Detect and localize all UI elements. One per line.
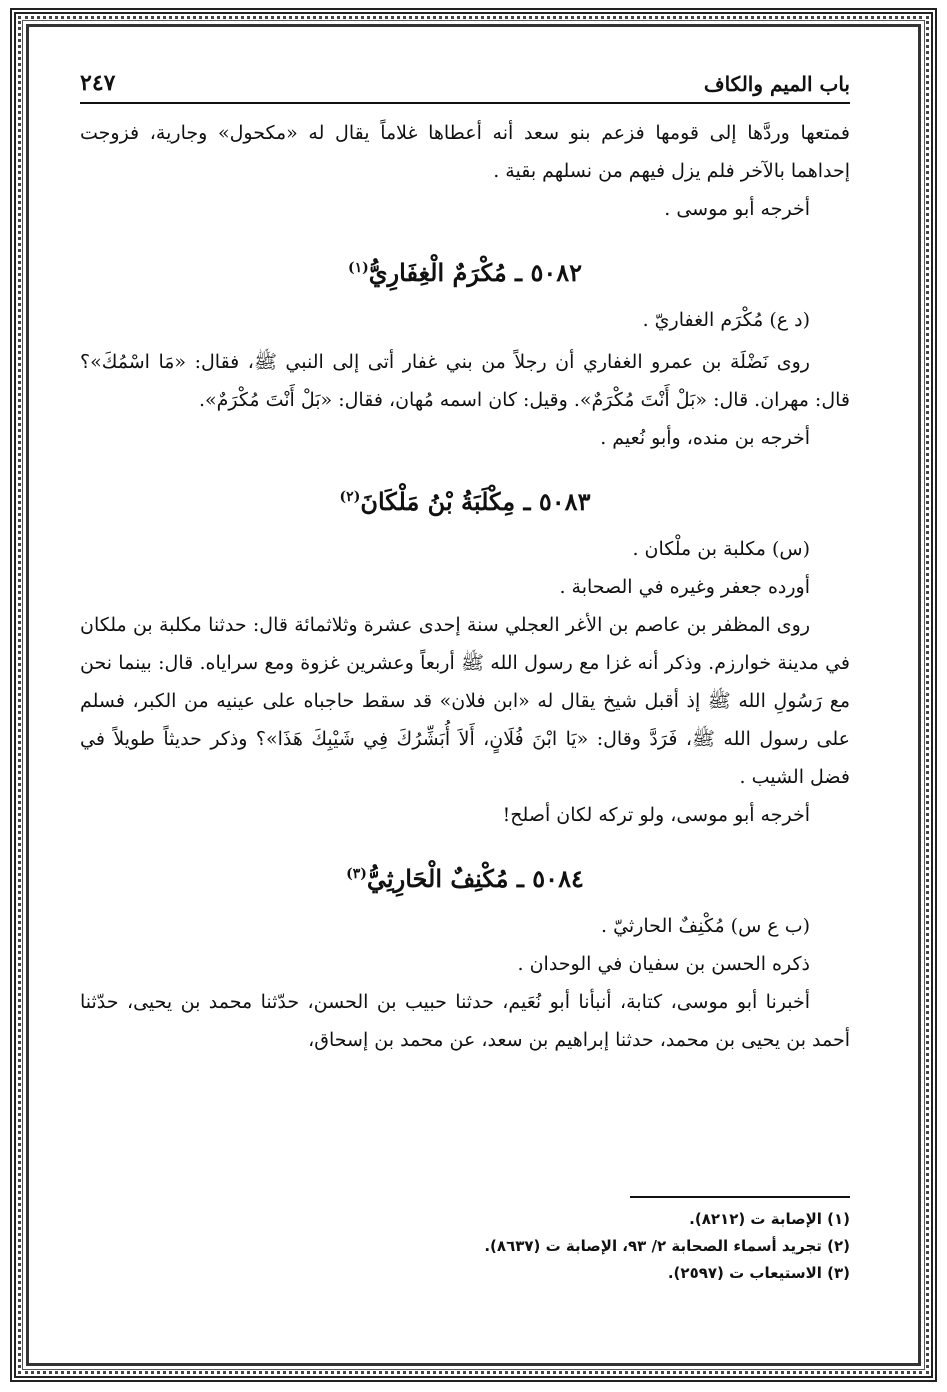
page-number: ٢٤٧ <box>80 70 116 96</box>
entry-title-text: ٥٠٨٣ ـ مِكْلَبَةُ بْنُ مَلْكَانَ <box>360 487 591 516</box>
entry-title <box>80 854 850 899</box>
entry-title <box>80 248 850 293</box>
footnote-ref: (٣) <box>346 866 367 882</box>
running-header <box>80 62 850 104</box>
intro-paragraph: فمتعها وردَّها إلى قومها فزعم بنو سعد أنه أعطاها غلاماً يقال له «مكحول» وجارية، فزوجت إحداهما بالآخر فلم يزل فيهم من نسلهم بقية . <box>80 122 850 182</box>
entry-body: أخبرنا أبو موسى، كتابة، أنبأنا أبو نُعَيم، حدثنا حبيب بن الحسن، حدّثنا محمد بن يحيى، حدّثنا أحمد بن يحيى بن محمد، حدثنا إبراهيم بن سعد، عن محمد بن إسحاق، <box>80 991 850 1051</box>
intro-source: أخرجه أبو موسى . <box>664 198 810 220</box>
entry-code: (د ع) مُكْرَم الغفاريّ . <box>642 309 810 331</box>
footnote-ref: (٢) <box>339 489 361 505</box>
footnote: (٣) الاستيعاب ت (٢٥٩٧). <box>667 1264 850 1282</box>
entry-code: (ب ع س) مُكْنِفٌ الحارثيّ . <box>601 915 810 937</box>
entry-title <box>80 477 850 522</box>
entry-extra: أورده جعفر وغيره في الصحابة . <box>559 576 810 598</box>
entry-body: روى نَضْلَة بن عمرو الغفاري أن رجلاً من بني غفار أتى إلى النبي ﷺ، فقال: «مَا اسْمُكَ»؟ قال: مهران. قال: «بَلْ أَنْتَ مُكْرَمٌ». وقيل: كان اسمه مُهان، فقال: «بَلْ أَنْتَ مُكْرَمٌ». <box>80 351 850 411</box>
entry-extra: ذكره الحسن بن سفيان في الوحدان . <box>517 953 810 975</box>
entry-source: أخرجه بن منده، وأبو نُعيم . <box>600 427 810 449</box>
entry-title-text: ٥٠٨٤ ـ مُكْنِفٌ الْحَارِثِيُّ <box>366 864 584 893</box>
entry-source: أخرجه أبو موسى، ولو تركه لكان أصلح! <box>502 804 810 826</box>
footnote-rule <box>630 1196 850 1198</box>
footnote-ref: (١) <box>347 260 369 276</box>
page-content <box>80 62 850 1059</box>
footnotes <box>80 1196 850 1287</box>
footnote: (١) الإصابة ت (٨٢١٢). <box>689 1210 850 1228</box>
footnote: (٢) تجريد أسماء الصحابة ٢/ ٩٣، الإصابة ت (٨٦٣٧). <box>484 1237 850 1255</box>
entry-body: روى المظفر بن عاصم بن الأغر العجلي سنة إحدى عشرة وثلاثمائة قال: حدثنا مكلبة بن ملكان في مدينة خوارزم. وذكر أنه غزا مع رسول الله ﷺ أربعاً وعشرين غزوة ومع سراياه. قال: بينما نحن مع رَسُولِ الله ﷺ إذ أقبل شيخ يقال له «ابن فلان» قد سقط حاجباه على عينيه من الكبر، فسلم على رسول الله ﷺ، فَرَدَّ وقال: «يَا ابْنَ فُلَانٍ، أَلاَ أُبَشِّرُكَ فِي شَيْبِكَ هَذَا»؟ وذكر حديثاً طويلاً في فضل الشيب . <box>80 614 850 788</box>
entry-title-text: ٥٠٨٢ ـ مُكْرَمٌ الْغِفَارِيُّ <box>368 258 583 287</box>
chapter-title: باب الميم والكاف <box>703 72 850 96</box>
entry-code: (س) مكلبة بن ملْكان . <box>632 538 810 560</box>
